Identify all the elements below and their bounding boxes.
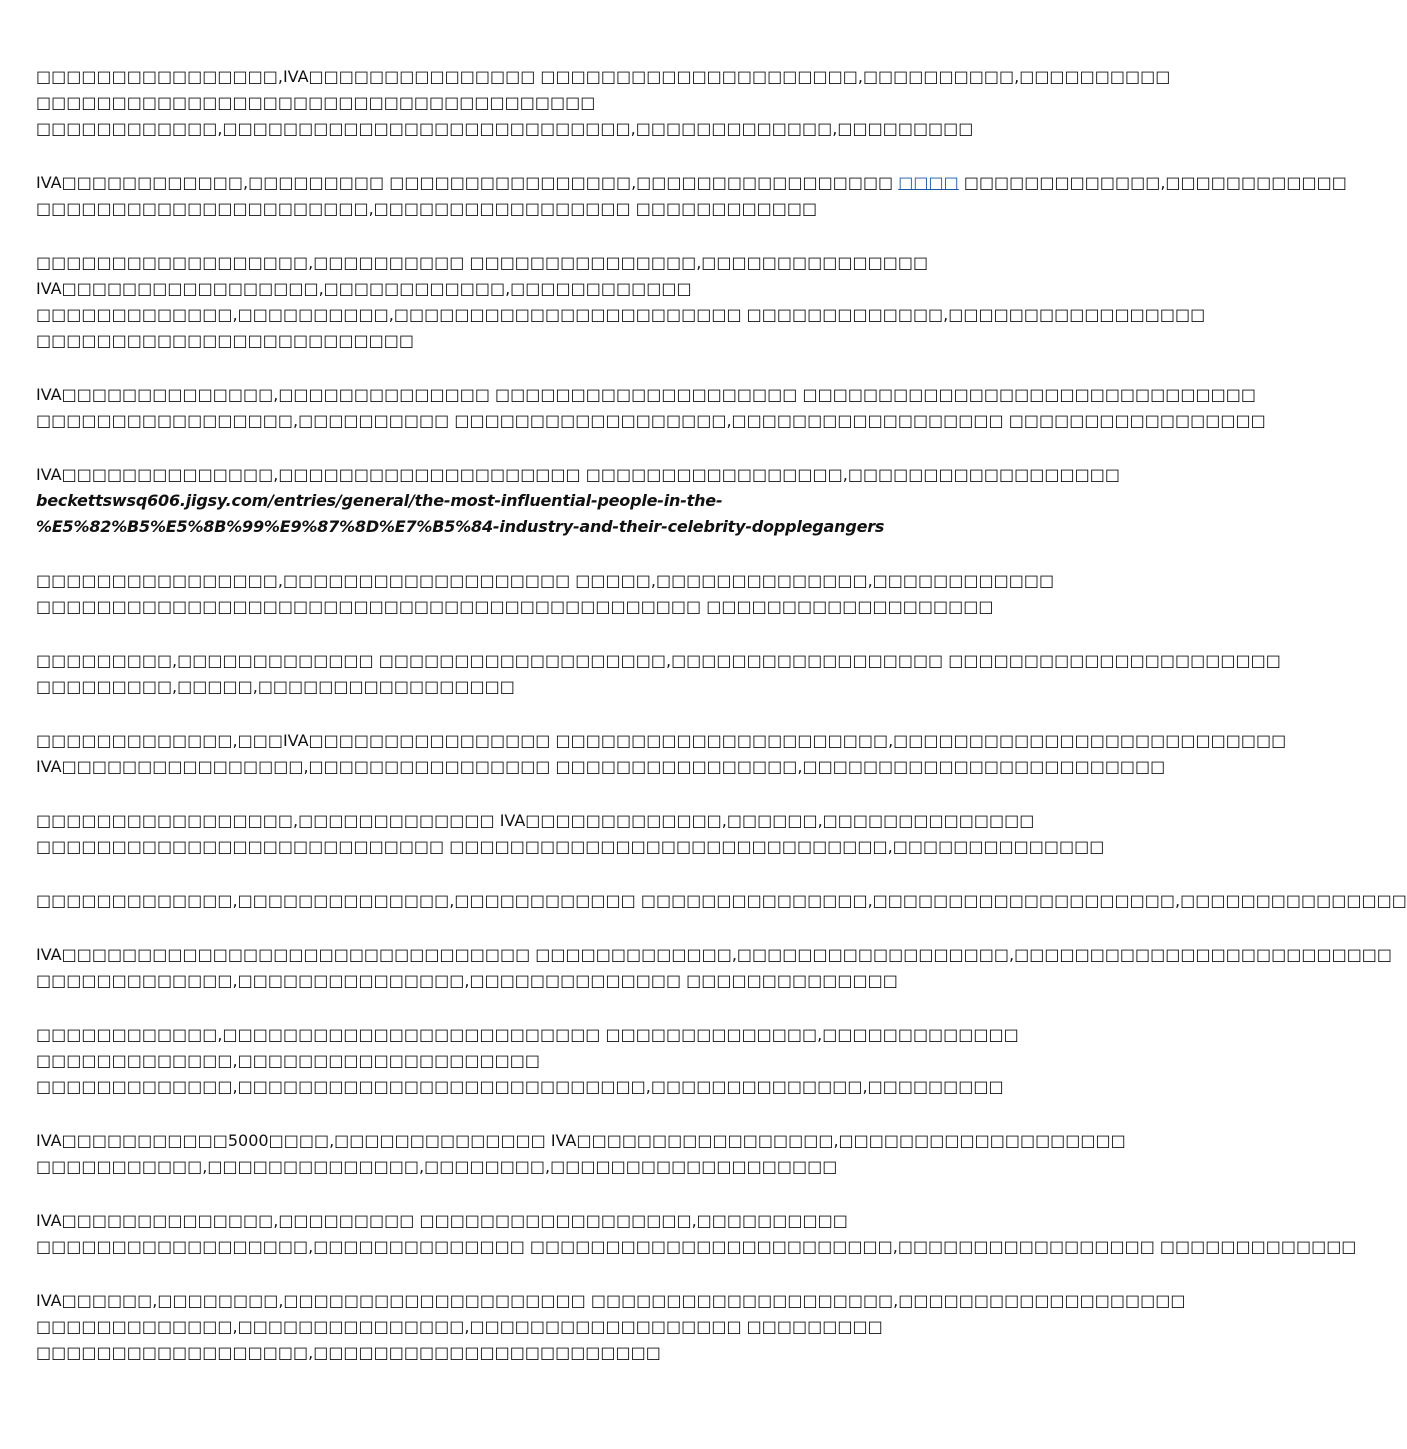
- text-line: IVA□□□□□□□□□□□□□□□□,□□□□□□□□□□□□□□□□ □□□□□□□□□□□□□□□□,□□□□□□□□□□□□□□□□□□□□□□□□: [36, 757, 1166, 776]
- text-segment: IVA□□□□□□□□□□□□,□□□□□□□□□ □□□□□□□□□□□□□□□□,□□□□□□□□□□□□□□□□□: [36, 173, 899, 192]
- text-line: □□□□□□□□□□□□,□□□□□□□□□□□□□□□□□□□□□□□□□ □□□□□□□□□□□□□□,□□□□□□□□□□□□□: [36, 1025, 1019, 1044]
- url-text[interactable]: %E5%82%B5%E5%8B%99%E9%87%8D%E7%B5%84-industry-and-their-celebrity-dopplegangers: [36, 517, 885, 536]
- text-line: □□□□□□□□□□□□□□□□,IVA□□□□□□□□□□□□□□□ □□□□□□□□□□□□□□□□□□□□□,□□□□□□□□□□,□□□□□□□□□□: [36, 67, 1171, 86]
- text-line: □□□□□□□□□□□□□□□□□□,□□□□□□□□□□ □□□□□□□□□□□□□□□,□□□□□□□□□□□□□□□: [36, 253, 929, 272]
- paragraph: [36, 728, 1287, 780]
- text-line: □□□□□□□□□□□□□,□□□□□□□□□□□□□□□,□□□□□□□□□□□□□□ □□□□□□□□□□□□□□: [36, 971, 898, 990]
- inline-link[interactable]: □□□□: [898, 173, 959, 192]
- text-line: □□□□□□□□□□□□□□□□□□,□□□□□□□□□□□□□□□□□□□□□□□: [36, 1343, 661, 1362]
- paragraph: [36, 250, 1206, 354]
- paragraph: [36, 888, 1407, 914]
- text-line: □□□□□□□□□□□□,□□□□□□□□□□□□□□□□□□□□□□□□□□□,□□□□□□□□□□□□□,□□□□□□□□□: [36, 119, 974, 138]
- paragraph: [36, 382, 1266, 434]
- text-line: IVA□□□□□□□□□□□□□□□□□,□□□□□□□□□□□□,□□□□□□□□□□□□: [36, 279, 692, 298]
- text-line: □□□□□□□□□□□□□,□□□□□□□□□□□□□□□□□□□□□□□□□□□,□□□□□□□□□□□□□□,□□□□□□□□□: [36, 1077, 1004, 1096]
- text-line: IVA□□□□□□,□□□□□□□□,□□□□□□□□□□□□□□□□□□□□ □□□□□□□□□□□□□□□□□□□□,□□□□□□□□□□□□□□□□□□□: [36, 1291, 1186, 1310]
- paragraph: [36, 170, 1347, 222]
- text-segment: □□□□□□□□□□□□□,□□□□□□□□□□□□: [958, 173, 1347, 192]
- text-line-with-link: [36, 170, 1347, 196]
- text-line: IVA□□□□□□□□□□□□□□,□□□□□□□□□□□□□□□□□□□□ □□□□□□□□□□□□□□□□□,□□□□□□□□□□□□□□□□□□: [36, 465, 1120, 484]
- text-line: □□□□□□□□□□□□□,□□□□□□□□□□,□□□□□□□□□□□□□□□□□□□□□□□ □□□□□□□□□□□□□,□□□□□□□□□□□□□□□□□: [36, 305, 1206, 324]
- text-line: □□□□□□□□□□□□□□□□□□□□□□□□□: [36, 331, 414, 350]
- text-line: IVA□□□□□□□□□□□□□□,□□□□□□□□□ □□□□□□□□□□□□□□□□□□,□□□□□□□□□□: [36, 1211, 848, 1230]
- text-line: □□□□□□□□□,□□□□□,□□□□□□□□□□□□□□□□□: [36, 677, 515, 696]
- paragraph: [36, 1128, 1126, 1180]
- text-line: IVA□□□□□□□□□□□□□□,□□□□□□□□□□□□□□ □□□□□□□□□□□□□□□□□□□□ □□□□□□□□□□□□□□□□□□□□□□□□□□□□□□: [36, 385, 1256, 404]
- paragraph: [36, 648, 1281, 700]
- paragraph: [36, 808, 1105, 860]
- text-line: □□□□□□□□□□□□□□□□□□□□□□□□□□□ □□□□□□□□□□□□□□□□□□□□□□□□□□□□□,□□□□□□□□□□□□□□: [36, 837, 1105, 856]
- url-text[interactable]: beckettswsq606.jigsy.com/entries/general/the-most-influential-people-in-the-: [36, 491, 723, 510]
- text-line: □□□□□□□□□□□□□□□□□,□□□□□□□□□□ □□□□□□□□□□□□□□□□□□,□□□□□□□□□□□□□□□□□□ □□□□□□□□□□□□□□□□□: [36, 411, 1266, 430]
- text-line: □□□□□□□□□□□□□,□□□□□□□□□□□□□□□□□□□□: [36, 1051, 540, 1070]
- paragraph: [36, 568, 1055, 620]
- text-line: □□□□□□□□□□□□□,□□□□□□□□□□□□□□□,□□□□□□□□□□□□□□□□□□ □□□□□□□□□: [36, 1317, 883, 1336]
- text-line: □□□□□□□□□□□□□,□□□□□□□□□□□□□□,□□□□□□□□□□□□ □□□□□□□□□□□□□□□,□□□□□□□□□□□□□□□□□□□□,□□□□□□□□□□□□□□□: [36, 891, 1407, 910]
- document-body: [36, 64, 1407, 1394]
- text-line: □□□□□□□□□□□□□□□□□□□□□□□□□□□□□□□□□□□□□: [36, 93, 596, 112]
- paragraph: [36, 942, 1393, 994]
- text-line: □□□□□□□□□□□□□□□□□□□□□□,□□□□□□□□□□□□□□□□□ □□□□□□□□□□□□: [36, 199, 818, 218]
- text-line: □□□□□□□□□□□□□□□□□□□□□□□□□□□□□□□□□□□□□□□□□□□□ □□□□□□□□□□□□□□□□□□□: [36, 597, 994, 616]
- text-line: IVA□□□□□□□□□□□5000□□□□,□□□□□□□□□□□□□□ IVA□□□□□□□□□□□□□□□□□,□□□□□□□□□□□□□□□□□□□: [36, 1131, 1126, 1150]
- text-line: □□□□□□□□□□□□□□□□□□,□□□□□□□□□□□□□□ □□□□□□□□□□□□□□□□□□□□□□□□,□□□□□□□□□□□□□□□□□ □□□□□□□□□□□□□: [36, 1237, 1357, 1256]
- text-line: □□□□□□□□□,□□□□□□□□□□□□□ □□□□□□□□□□□□□□□□□□□,□□□□□□□□□□□□□□□□□□ □□□□□□□□□□□□□□□□□□□□□□: [36, 651, 1281, 670]
- paragraph: [36, 1288, 1186, 1366]
- paragraph: [36, 462, 1120, 540]
- text-line: IVA□□□□□□□□□□□□□□□□□□□□□□□□□□□□□□□ □□□□□□□□□□□□□,□□□□□□□□□□□□□□□□□□,□□□□□□□□□□□□□□□□□□□□□□□□□: [36, 945, 1393, 964]
- text-line: □□□□□□□□□□□□□□□□,□□□□□□□□□□□□□□□□□□□ □□□□□,□□□□□□□□□□□□□□,□□□□□□□□□□□□: [36, 571, 1055, 590]
- paragraph: [36, 64, 1171, 142]
- text-line: □□□□□□□□□□□,□□□□□□□□□□□□□□,□□□□□□□□,□□□□□□□□□□□□□□□□□□□: [36, 1157, 838, 1176]
- text-line: □□□□□□□□□□□□□,□□□IVA□□□□□□□□□□□□□□□□ □□□□□□□□□□□□□□□□□□□□□□,□□□□□□□□□□□□□□□□□□□□□□□□□□: [36, 731, 1287, 750]
- paragraph: [36, 1208, 1357, 1260]
- text-line: □□□□□□□□□□□□□□□□□,□□□□□□□□□□□□□ IVA□□□□□□□□□□□□□,□□□□□□,□□□□□□□□□□□□□□: [36, 811, 1035, 830]
- paragraph: [36, 1022, 1019, 1100]
